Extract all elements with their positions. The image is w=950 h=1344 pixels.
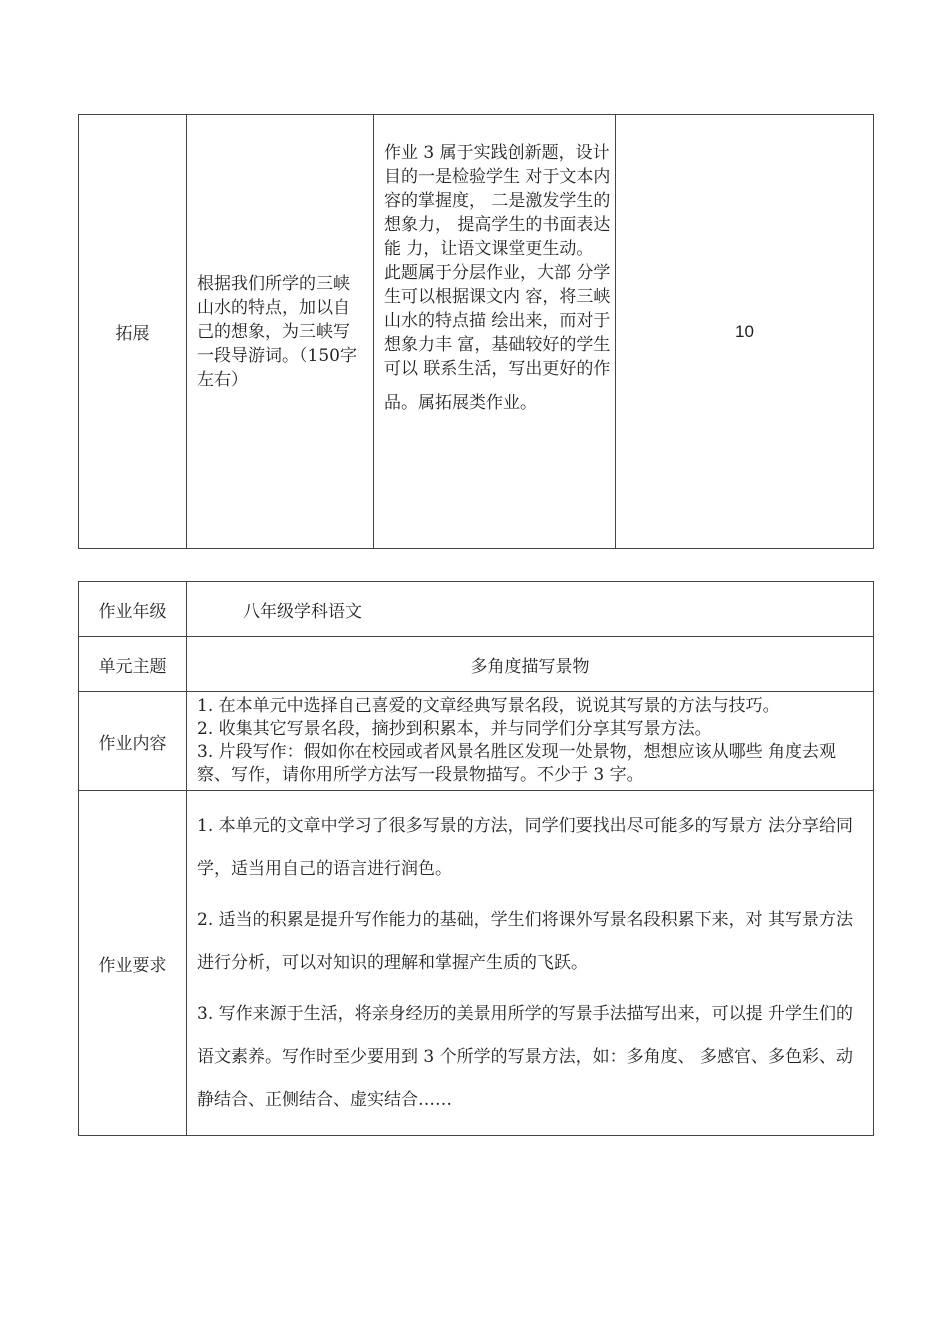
table-row xyxy=(79,115,874,549)
theme-label: 单元主题 xyxy=(79,637,187,692)
requirement-item: 2. 适当的积累是提升写作能力的基础，学生们将课外写景名段积累下来，对 其写景方法进行分析，可以对知识的理解和掌握产生质的飞跃。 xyxy=(197,909,854,973)
extension-homework-table xyxy=(78,114,874,549)
content-item: 1. 在本单元中选择自己喜爱的文章经典写景名段，说说其写景的方法与技巧。 xyxy=(197,696,780,716)
requirement-list xyxy=(187,791,874,1136)
table-row xyxy=(79,637,874,692)
content-item: 2. 收集其它写景名段，摘抄到积累本，并与同学们分享其写景方法。 xyxy=(197,719,712,739)
theme-value: 多角度描写景物 xyxy=(187,637,874,692)
design-intent-text: 作业 3 属于实践创新题，设计目的一是检验学生 对于文本内容的掌握度， 二是激发学生的想象力， 提高学生的书面表达能 力，让语文课堂更生动。 此题属于分层作业，大部 分学生可以根据课文内 容，将三峡山水的特点描 绘出来，而对于想象力丰 富，基础较好的学生可以 联系生活，写出更好的作 xyxy=(384,143,611,379)
requirement-item: 3. 写作来源于生活，将亲身经历的美景用所学的写景手法描写出来，可以提 升学生们的语文素养。写作时至少要用到 3 个所学的写景方法，如：多角度、 多感官、多色彩、动静结合、正侧结合、虚实结合…… xyxy=(197,1003,854,1110)
design-intent-tail: 品。属拓展类作业。 xyxy=(384,393,537,413)
category-cell: 拓展 xyxy=(79,115,187,549)
content-list xyxy=(187,692,874,791)
homework-info-table xyxy=(78,581,874,1136)
requirement-item: 1. 本单元的文章中学习了很多写景的方法，同学们要找出尽可能多的写景方 法分享给同学，适当用自己的语言进行润色。 xyxy=(197,815,854,879)
task-cell: 根据我们所学的三峡山水的特点，加以自己的想象，为三峡写一段导游词。（150字左右） xyxy=(187,115,374,549)
requirement-label: 作业要求 xyxy=(79,791,187,1136)
score-cell: 10 xyxy=(616,115,874,549)
table-row xyxy=(79,791,874,1136)
grade-value: 八年级学科语文 xyxy=(187,582,874,637)
content-item: 3. 片段写作：假如你在校园或者风景名胜区发现一处景物，想想应该从哪些 角度去观察、写作，请你用所学方法写一段景物描写。不少于 3 字。 xyxy=(197,742,837,785)
grade-label: 作业年级 xyxy=(79,582,187,637)
table-row xyxy=(79,582,874,637)
design-intent-cell xyxy=(374,115,616,549)
table-row xyxy=(79,692,874,791)
content-label: 作业内容 xyxy=(79,692,187,791)
